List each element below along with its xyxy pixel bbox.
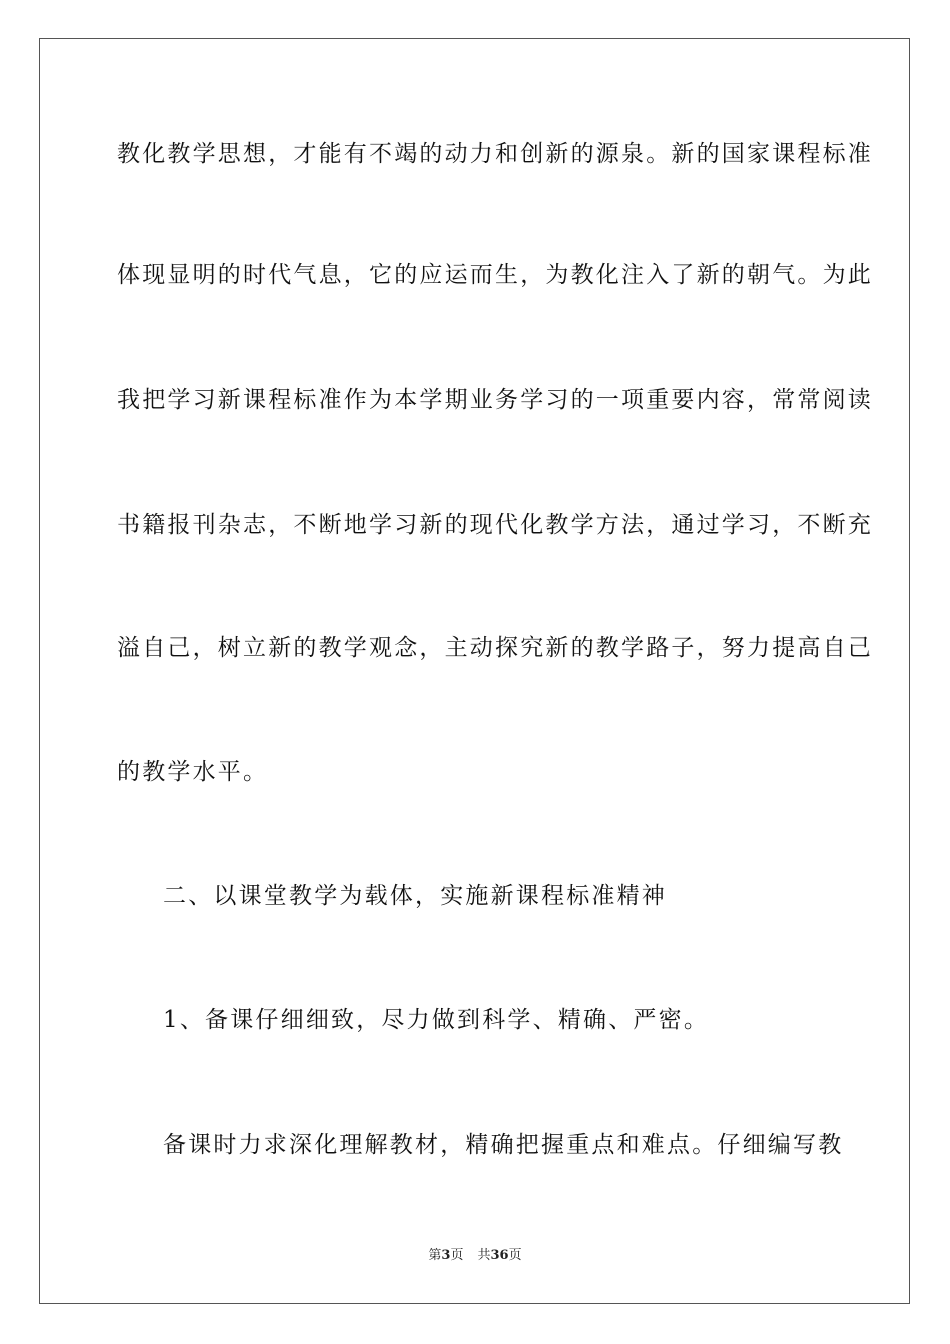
body-text-line-6: 的教学水平。	[117, 759, 269, 785]
page-border	[39, 38, 910, 1304]
footer-page-number: 3	[441, 1248, 451, 1263]
footer-page-suffix: 页	[450, 1248, 464, 1263]
body-text-line-7: 备课时力求深化理解教材，精确把握重点和难点。仔细编写教	[163, 1132, 844, 1158]
subsection-heading: 1、备课仔细细致，尽力做到科学、精确、严密。	[163, 1007, 710, 1033]
body-text-line-4: 书籍报刊杂志，不断地学习新的现代化教学方法，通过学习，不断充	[117, 512, 873, 538]
footer-total-prefix: 共	[477, 1248, 491, 1263]
page-footer	[0, 1247, 950, 1265]
footer-prefix: 第	[428, 1248, 442, 1263]
section-heading: 二、以课堂教学为载体，实施新课程标准精神	[163, 883, 667, 909]
body-text-line-1: 教化教学思想，才能有不竭的动力和创新的源泉。新的国家课程标准	[117, 141, 873, 167]
footer-total-pages: 36	[490, 1248, 509, 1263]
body-text-line-5: 溢自己，树立新的教学观念，主动探究新的教学路子，努力提高自己	[117, 635, 873, 661]
body-text-line-2: 体现显明的时代气息，它的应运而生，为教化注入了新的朝气。为此	[117, 262, 873, 288]
footer-total-suffix: 页	[508, 1248, 522, 1263]
body-text-line-3: 我把学习新课程标准作为本学期业务学习的一项重要内容，常常阅读	[117, 387, 873, 413]
